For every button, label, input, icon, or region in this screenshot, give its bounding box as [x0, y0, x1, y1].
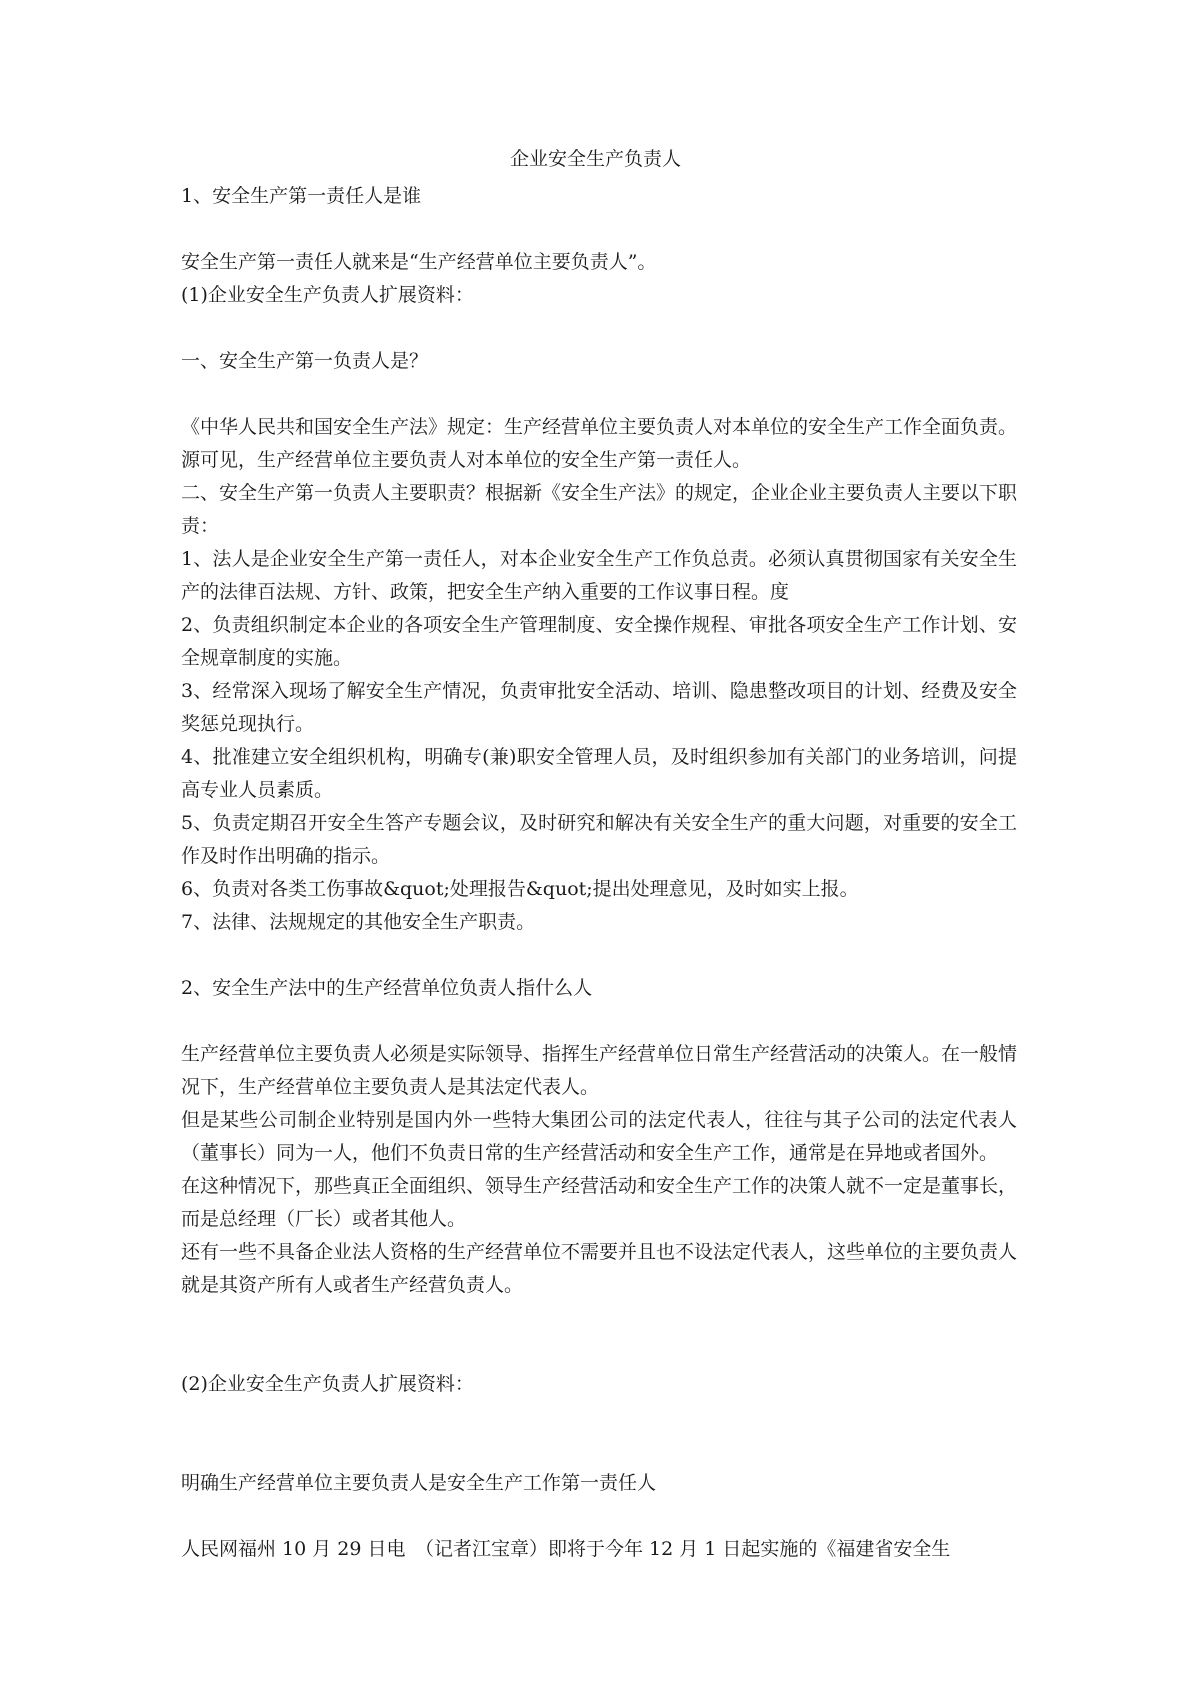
- paragraph: 在这种情况下，那些真正全面组织、领导生产经营活动和安全生产工作的决策人就不一定是董事长，而是总经理（厂长）或者其他人。: [181, 1175, 1018, 1230]
- spacer: [181, 378, 1017, 411]
- spacer: [181, 213, 1017, 246]
- paragraph: (1)企业安全生产负责人扩展资料：: [181, 284, 474, 306]
- list-item: 7、法律、法规规定的其他安全生产职责。: [181, 911, 536, 933]
- paragraph: 一、安全生产第一负责人是？: [181, 350, 429, 372]
- paragraph: 但是某些公司制企业特别是国内外一些特大集团公司的法定代表人，往往与其子公司的法定代表人（董事长）同为一人，他们不负责日常的生产经营活动和安全生产工作，通常是在异地或者国外。: [181, 1109, 1017, 1164]
- paragraph: 《中华人民共和国安全生产法》规定：生产经营单位主要负责人对本单位的安全生产工作全面负责。源可见，生产经营单位主要负责人对本单位的安全生产第一责任人。: [181, 416, 1018, 471]
- paragraph: 生产经营单位主要负责人必须是实际领导、指挥生产经营单位日常生产经营活动的决策人。在一般情况下，生产经营单位主要负责人是其法定代表人。: [181, 1043, 1018, 1098]
- list-item: 6、负责对各类工伤事故&quot;处理报告&quot;提出处理意见，及时如实上报。: [181, 878, 859, 900]
- spacer: [181, 1302, 1017, 1368]
- paragraph: 人民网福州 10 月 29 日电 （记者江宝章）即将于今年 12 月 1 日起实施的《福建省安全生: [181, 1538, 951, 1560]
- spacer: [181, 939, 1017, 972]
- spacer: [181, 1500, 1017, 1533]
- paragraph: 安全生产第一责任人就来是“生产经营单位主要负责人”。: [181, 251, 657, 273]
- spacer: [181, 1005, 1017, 1038]
- paragraph: 明确生产经营单位主要负责人是安全生产工作第一责任人: [181, 1472, 657, 1494]
- section-heading-1: 1、安全生产第一责任人是谁: [181, 185, 422, 207]
- list-item: 4、批准建立安全组织机构，明确专(兼)职安全管理人员，及时组织参加有关部门的业务培训，问提高专业人员素质。: [181, 746, 1017, 801]
- document-body: [181, 180, 1017, 1566]
- section-heading-2: 2、安全生产法中的生产经营单位负责人指什么人: [181, 977, 593, 999]
- list-item: 2、负责组织制定本企业的各项安全生产管理制度、安全操作规程、审批各项安全生产工作计划、安全规章制度的实施。: [181, 614, 1017, 669]
- document-title: 企业安全生产负责人: [509, 148, 681, 170]
- list-item: 1、法人是企业安全生产第一责任人，对本企业安全生产工作负总责。必须认真贯彻国家有关安全生产的法律百法规、方针、政策，把安全生产纳入重要的工作议事日程。度: [181, 548, 1017, 603]
- paragraph: (2)企业安全生产负责人扩展资料：: [181, 1373, 474, 1395]
- spacer: [181, 312, 1017, 345]
- paragraph: 二、安全生产第一负责人主要职责？根据新《安全生产法》的规定，企业企业主要负责人主要以下职责：: [181, 482, 1018, 537]
- spacer: [181, 1401, 1017, 1467]
- list-item: 3、经常深入现场了解安全生产情况，负责审批安全活动、培训、隐患整改项目的计划、经费及安全奖惩兑现执行。: [181, 680, 1017, 735]
- list-item: 5、负责定期召开安全生答产专题会议，及时研究和解决有关安全生产的重大问题，对重要的安全工作及时作出明确的指示。: [181, 812, 1017, 867]
- paragraph: 还有一些不具备企业法人资格的生产经营单位不需要并且也不设法定代表人，这些单位的主要负责人就是其资产所有人或者生产经营负责人。: [181, 1241, 1018, 1296]
